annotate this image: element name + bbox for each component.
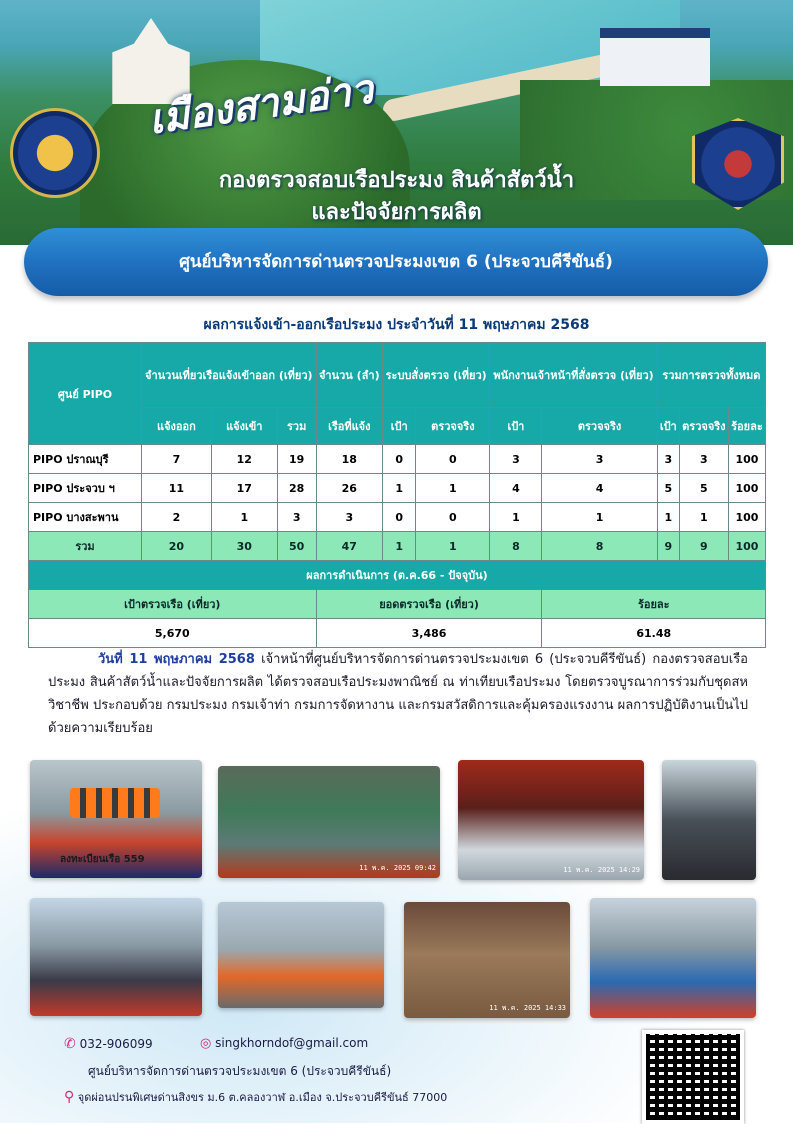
cell: 1 (416, 532, 490, 561)
cell: 3 (277, 503, 316, 532)
performance-label-row (29, 590, 766, 619)
qr-code (642, 1030, 744, 1124)
cell: 5 (657, 474, 679, 503)
address-text: จุดผ่อนปรนพิเศษด่านสิงขร ม.6 ต.คลองวาฬ อ.เมือง จ.ประจวบคีรีขันธ์ 77000 (77, 1091, 448, 1104)
address-contact (64, 1088, 447, 1106)
header-center: ศูนย์ PIPO (29, 343, 142, 445)
header-total: รวมการตรวจทั้งหมด (657, 343, 765, 408)
cell: 0 (416, 503, 490, 532)
cell: 50 (277, 532, 316, 561)
row-name: รวม (29, 532, 142, 561)
crew-life-vests (70, 788, 160, 818)
cell: 2 (142, 503, 212, 532)
cell: 3 (316, 503, 382, 532)
photo-timestamp: 11 พ.ค. 2025 09:42 (359, 864, 436, 872)
performance-title: ผลการดำเนินการ (ต.ค.66 - ปัจจุบัน) (29, 561, 766, 590)
photo-document-check (662, 760, 756, 880)
sub-col: ตรวจจริง (542, 408, 657, 445)
cell: 4 (542, 474, 657, 503)
perf-value: 5,670 (29, 619, 317, 648)
location-pin-icon: ⚲ (64, 1089, 75, 1105)
cell: 3 (679, 445, 728, 474)
cell: 1 (657, 503, 679, 532)
photo-group-crew (218, 902, 384, 1008)
cell: 1 (383, 532, 416, 561)
cell: 3 (490, 445, 542, 474)
header-count: จำนวน (ลำ) (316, 343, 382, 408)
perf-value: 3,486 (316, 619, 542, 648)
cell: 1 (679, 503, 728, 532)
hero-script-text: เมืองสามอ่าว (145, 65, 377, 144)
perf-label: ร้อยละ (542, 590, 766, 619)
table-row (29, 474, 766, 503)
table-row (29, 503, 766, 532)
center-banner-text: ศูนย์บริหารจัดการด่านตรวจประมงเขต 6 (ประจวบคีรีขันธ์) (179, 252, 613, 272)
perf-label: เป้าตรวจเรือ (เที่ยว) (29, 590, 317, 619)
table-row (29, 445, 766, 474)
photo-fishing-nets (218, 766, 440, 878)
hero-title-line2: และปัจจัยการผลิต (311, 200, 482, 225)
summary-body: เจ้าหน้าที่ศูนย์บริหารจัดการด่านตรวจประมงเขต 6 (ประจวบคีรีขันธ์) กองตรวจสอบเรือประมง สินค้าสัตว์น้ำและปัจจัยการผลิต ได้ตรวจสอบเรือประมงพาณิชย์ ณ ท่าเทียบเรือประมง โดยตรวจบูรณาการร่วมกับชุดสหวิชาชีพ ประกอบด้วย กรมประมง กรมเจ้าท่า กรมการจัดหางาน และกรมสวัสดิการและคุ้มครองแรงงาน ผลการปฏิบัติงานเป็นไปด้วยความเรียบร้อย (48, 652, 748, 736)
sub-col: แจ้งออก (142, 408, 212, 445)
cell: 8 (490, 532, 542, 561)
performance-value-row (29, 619, 766, 648)
cell: 3 (542, 445, 657, 474)
row-name: PIPO บางสะพาน (29, 503, 142, 532)
row-name: PIPO ประจวบ ฯ (29, 474, 142, 503)
header-trips: จำนวนเที่ยวเรือแจ้งเข้าออก (เที่ยว) (142, 343, 317, 408)
cell: 100 (728, 503, 765, 532)
sub-col: เป้า (657, 408, 679, 445)
cell: 47 (316, 532, 382, 561)
sub-col: เป้า (490, 408, 542, 445)
cell: 0 (416, 445, 490, 474)
perf-value: 61.48 (542, 619, 766, 648)
cell: 3 (657, 445, 679, 474)
phone-number: 032-906099 (79, 1037, 153, 1051)
sub-col: ตรวจจริง (679, 408, 728, 445)
cell: 12 (211, 445, 277, 474)
perf-label: ยอดตรวจเรือ (เที่ยว) (316, 590, 542, 619)
sub-col: แจ้งเข้า (211, 408, 277, 445)
cell: 28 (277, 474, 316, 503)
cell: 8 (542, 532, 657, 561)
performance-title-row (29, 561, 766, 590)
cell: 1 (542, 503, 657, 532)
cell: 1 (490, 503, 542, 532)
cell: 9 (657, 532, 679, 561)
photo-officer-boat (590, 898, 756, 1018)
sub-col: เป้า (383, 408, 416, 445)
row-name: PIPO ปราณบุรี (29, 445, 142, 474)
sub-col: ร้อยละ (728, 408, 765, 445)
cell: 1 (211, 503, 277, 532)
cell: 0 (383, 445, 416, 474)
cell: 100 (728, 532, 765, 561)
hero-banner (0, 0, 793, 245)
report-title: ผลการแจ้งเข้า-ออกเรือประมง ประจำวันที่ 11 พฤษภาคม 2568 (203, 317, 590, 333)
cell: 100 (728, 445, 765, 474)
cell: 0 (383, 503, 416, 532)
summary-date: วันที่ 11 พฤษภาคม 2568 (98, 652, 255, 667)
photo-timestamp: 11 พ.ค. 2025 14:29 (563, 866, 640, 874)
phone-contact (64, 1036, 153, 1052)
cell: 20 (142, 532, 212, 561)
photo-timestamp: 11 พ.ค. 2025 14:33 (489, 1004, 566, 1012)
hotel-building (600, 28, 710, 86)
cell: 100 (728, 474, 765, 503)
table-total-row (29, 532, 766, 561)
cell: 5 (679, 474, 728, 503)
sub-col: ตรวจจริง (416, 408, 490, 445)
cell: 1 (416, 474, 490, 503)
cell: 30 (211, 532, 277, 561)
cell: 17 (211, 474, 277, 503)
cell: 11 (142, 474, 212, 503)
org-name: ศูนย์บริหารจัดการด่านตรวจประมงเขต 6 (ประจวบคีรีขันธ์) (88, 1064, 392, 1078)
cell: 19 (277, 445, 316, 474)
summary-paragraph (48, 648, 748, 740)
email-address: singkhorndof@gmail.com (215, 1036, 369, 1050)
center-banner (24, 228, 768, 296)
email-contact (200, 1036, 368, 1051)
photo-rope-inspection (404, 902, 570, 1018)
photo-boat-crew (30, 760, 202, 878)
cell: 4 (490, 474, 542, 503)
sub-col: เรือที่แจ้ง (316, 408, 382, 445)
cell: 26 (316, 474, 382, 503)
photo-registration-desk (30, 898, 202, 1016)
phone-icon: ✆ (64, 1036, 76, 1052)
table-header-row (29, 343, 766, 408)
boat-hull-text: ลงทะเบียนเรือ 559 (60, 854, 145, 865)
cell: 1 (383, 474, 416, 503)
sub-col: รวม (277, 408, 316, 445)
cell: 18 (316, 445, 382, 474)
hero-title-line1: กองตรวจสอบเรือประมง สินค้าสัตว์น้ำ (218, 168, 575, 193)
header-officer: พนักงานเจ้าหน้าที่สั่งตรวจ (เที่ยว) (490, 343, 657, 408)
cell: 7 (142, 445, 212, 474)
header-system: ระบบสั่งตรวจ (เที่ยว) (383, 343, 490, 408)
globe-icon: ◎ (200, 1036, 212, 1051)
cell: 9 (679, 532, 728, 561)
pipo-report-table (28, 342, 766, 648)
photo-fish-catch (458, 760, 644, 880)
